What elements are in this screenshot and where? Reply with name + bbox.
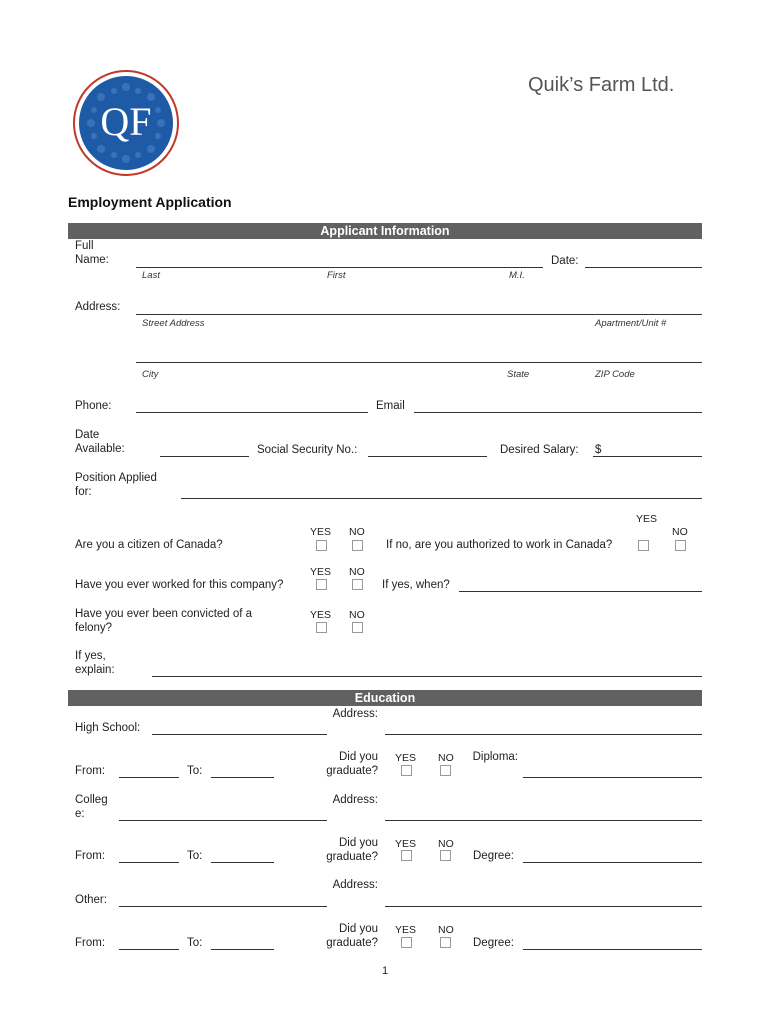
other-to-field[interactable]: [211, 949, 274, 950]
college-to-field[interactable]: [211, 862, 274, 863]
explain-field[interactable]: [152, 676, 702, 677]
phone-label: Phone:: [75, 400, 112, 412]
felony-no-label: NO: [349, 609, 365, 621]
college-no-label: NO: [438, 838, 454, 850]
first-name-sublabel: First: [327, 270, 346, 281]
applicant-section-header: Applicant Information: [68, 223, 702, 239]
ssn-field[interactable]: [368, 456, 487, 457]
last-name-sublabel: Last: [142, 270, 160, 281]
felony-question: Have you ever been convicted of a felony?: [75, 608, 253, 634]
college-yes-checkbox[interactable]: [401, 850, 412, 861]
email-field[interactable]: [414, 412, 702, 413]
street-address-field[interactable]: [136, 314, 702, 315]
full-name-label: Full Name:: [75, 240, 109, 266]
worked-no-checkbox[interactable]: [352, 579, 363, 590]
address-label: Address:: [75, 301, 121, 313]
felony-no-checkbox[interactable]: [352, 622, 363, 633]
authorized-no-label: NO: [672, 526, 688, 538]
city-state-zip-field[interactable]: [136, 362, 702, 363]
high-school-no-label: NO: [438, 752, 454, 764]
diploma-field[interactable]: [523, 777, 702, 778]
other-no-label: NO: [438, 924, 454, 936]
other-address-label: Address:: [332, 879, 378, 891]
other-address-field[interactable]: [385, 906, 702, 907]
other-from-field[interactable]: [119, 949, 179, 950]
college-graduate-question: Did you graduate?: [326, 837, 378, 863]
explain-label: If yes, explain:: [75, 650, 115, 676]
worked-question: Have you ever worked for this company?: [75, 579, 284, 591]
when-label: If yes, when?: [382, 579, 450, 591]
position-label: Position Applied for:: [75, 472, 157, 498]
logo-text: QF: [100, 99, 152, 144]
other-yes-checkbox[interactable]: [401, 937, 412, 948]
high-school-from-field[interactable]: [119, 777, 179, 778]
salary-field[interactable]: [593, 456, 702, 457]
salary-dollar-sign: $: [595, 444, 602, 456]
high-school-yes-label: YES: [395, 752, 417, 764]
full-name-field[interactable]: [136, 267, 543, 268]
college-field[interactable]: [119, 820, 327, 821]
other-no-checkbox[interactable]: [440, 937, 451, 948]
email-label: Email: [376, 400, 405, 412]
other-from-label: From:: [75, 937, 106, 949]
college-from-label: From:: [75, 850, 106, 862]
high-school-from-label: From:: [75, 765, 106, 777]
citizen-yes-checkbox[interactable]: [316, 540, 327, 551]
other-label: Other:: [75, 894, 107, 906]
college-address-field[interactable]: [385, 820, 702, 821]
high-school-graduate-question: Did you graduate?: [326, 751, 378, 777]
diploma-label: Diploma:: [472, 751, 518, 763]
high-school-to-label: To:: [187, 765, 203, 777]
phone-field[interactable]: [136, 412, 368, 413]
felony-yes-label: YES: [310, 609, 332, 621]
citizen-no-checkbox[interactable]: [352, 540, 363, 551]
college-to-label: To:: [187, 850, 203, 862]
street-address-sublabel: Street Address: [142, 318, 205, 329]
college-degree-field[interactable]: [523, 862, 702, 863]
middle-initial-sublabel: M.I.: [509, 270, 525, 281]
college-yes-label: YES: [395, 838, 417, 850]
citizen-yes-label: YES: [310, 526, 332, 538]
high-school-field[interactable]: [152, 734, 327, 735]
college-label: College:: [75, 794, 108, 820]
authorized-yes-label: YES: [636, 513, 658, 525]
salary-label: Desired Salary:: [500, 444, 579, 456]
authorized-question: If no, are you authorized to work in Canada?: [386, 539, 613, 551]
other-degree-label: Degree:: [473, 937, 514, 949]
date-available-label: Date Available:: [75, 429, 125, 455]
page-number: 1: [382, 965, 389, 977]
felony-yes-checkbox[interactable]: [316, 622, 327, 633]
college-address-label: Address:: [332, 794, 378, 806]
citizen-no-label: NO: [349, 526, 365, 538]
zip-sublabel: ZIP Code: [595, 369, 635, 380]
company-name: Quik’s Farm Ltd.: [528, 74, 675, 96]
apartment-sublabel: Apartment/Unit #: [595, 318, 667, 329]
college-degree-label: Degree:: [473, 850, 514, 862]
education-section-header: Education: [68, 690, 702, 706]
state-sublabel: State: [507, 369, 530, 380]
worked-no-label: NO: [349, 566, 365, 578]
position-field[interactable]: [181, 498, 702, 499]
when-field[interactable]: [459, 591, 702, 592]
authorized-yes-checkbox[interactable]: [638, 540, 649, 551]
citizen-question: Are you a citizen of Canada?: [75, 539, 223, 551]
ssn-label: Social Security No.:: [257, 444, 358, 456]
high-school-to-field[interactable]: [211, 777, 274, 778]
date-available-field[interactable]: [160, 456, 249, 457]
form-title: Employment Application: [68, 194, 232, 210]
high-school-address-field[interactable]: [385, 734, 702, 735]
worked-yes-checkbox[interactable]: [316, 579, 327, 590]
date-label: Date:: [551, 255, 579, 267]
other-field[interactable]: [119, 906, 327, 907]
college-no-checkbox[interactable]: [440, 850, 451, 861]
company-logo: [72, 69, 180, 177]
city-sublabel: City: [142, 369, 159, 380]
authorized-no-checkbox[interactable]: [675, 540, 686, 551]
other-degree-field[interactable]: [523, 949, 702, 950]
high-school-no-checkbox[interactable]: [440, 765, 451, 776]
high-school-address-label: Address:: [332, 708, 378, 720]
other-graduate-question: Did you graduate?: [326, 923, 378, 949]
high-school-label: High School:: [75, 722, 141, 734]
other-yes-label: YES: [395, 924, 417, 936]
high-school-yes-checkbox[interactable]: [401, 765, 412, 776]
date-field[interactable]: [585, 267, 702, 268]
other-to-label: To:: [187, 937, 203, 949]
college-from-field[interactable]: [119, 862, 179, 863]
worked-yes-label: YES: [310, 566, 332, 578]
